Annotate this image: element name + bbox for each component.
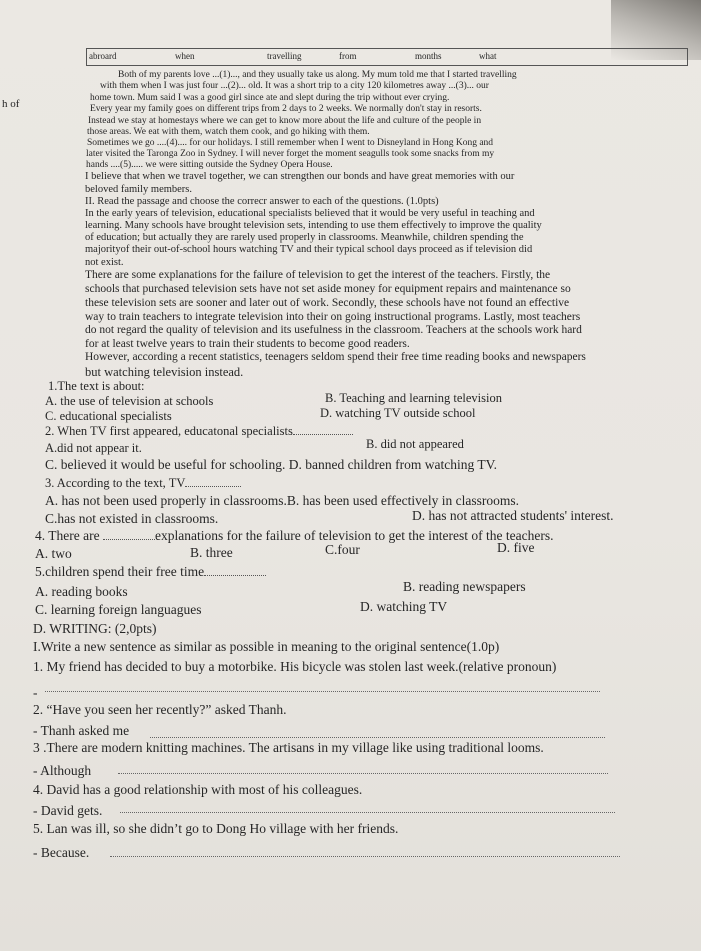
q1-option-c: C. educational specialists: [45, 409, 172, 423]
q4-option-d: D. five: [497, 540, 535, 555]
passage2-line: not exist.: [85, 257, 124, 268]
passage2-line: way to train teachers to integrate television into their on going instructional programs. Lastly, most teachers: [85, 311, 581, 323]
passage1-line: Sometimes we go ....(4).... for our holidays. I still remember when I went to Disneyland in Hong Kong and: [87, 138, 494, 148]
word-box-item: what: [479, 51, 497, 61]
w4-answer-line[interactable]: [120, 812, 615, 813]
passage2-line: for at least twelve years to train their students to become good readers.: [85, 338, 410, 350]
passage2-line: of education; but actually they are rarely used properly in classrooms. Meanwhile, children spending the: [85, 232, 524, 243]
q4-stem-pre: 4. There are: [35, 528, 100, 543]
w5-prompt: 5. Lan was ill, so she didn’t go to Dong Ho village with her friends.: [33, 821, 399, 836]
passage2-line: learning. Many schools have brought television sets, intending to use them effectively to improve the quality: [85, 220, 542, 231]
q2-stem-text: 2. When TV first appeared, educatonal specialists: [45, 424, 293, 438]
q1-option-b: B. Teaching and learning television: [325, 391, 502, 405]
q4-option-b: B. three: [190, 545, 233, 560]
w2-answer-line[interactable]: [150, 737, 605, 738]
q5-option-a: A. reading books: [35, 584, 128, 599]
passage2-line: In the early years of television, educational specialists believed that it would be very useful in teaching and: [85, 208, 535, 219]
w4-prompt: 4. David has a good relationship with most of his colleagues.: [33, 782, 363, 797]
q1-stem: 1.The text is about:: [48, 379, 145, 393]
q5-option-c: C. learning foreign languagues: [35, 602, 202, 617]
q3-blank: [185, 486, 241, 487]
passage2-line: There are some explanations for the failure of television to get the interest of the teachers. Firstly, the: [85, 269, 551, 281]
word-box: [86, 48, 688, 66]
q4-stem: [35, 529, 553, 543]
word-box-item: months: [415, 51, 442, 61]
writing-instruction: I.Write a new sentence as similar as possible in meaning to the original sentence(1.0p): [33, 639, 500, 654]
w5-lead: - Because.: [33, 845, 90, 860]
passage1-line: those areas. We eat with them, watch them cook, and go hiking with them.: [87, 127, 370, 137]
passage1-line: I believe that when we travel together, we can strengthen our bonds and have great memories with our: [85, 171, 515, 182]
q5-stem-text: 5.children spend their free time: [35, 564, 205, 579]
w5-answer-line[interactable]: [110, 856, 620, 857]
passage1-line: hands ....(5)..... we were sitting outside the Sydney Opera House.: [86, 160, 333, 170]
q2-option-a: A.did not appear it.: [45, 441, 142, 455]
q4-blank: [103, 539, 155, 540]
passage2-line: these television sets are sooner and later out of work. Secondly, these schools have not found an effective: [85, 297, 570, 309]
q1-option-a: A. the use of television at schools: [45, 394, 214, 408]
q2-stem: [45, 425, 353, 438]
passage1-line: later visited the Taronga Zoo in Sydney. I will never forget the moment seagulls took some snacks from my: [86, 149, 495, 159]
passage1-line: beloved family members.: [85, 184, 193, 195]
word-box-item: from: [339, 51, 357, 61]
writing-title: D. WRITING: (2,0pts): [33, 621, 157, 636]
q3-option-d: D. has not attracted students' interest.: [412, 508, 614, 523]
w3-lead: - Although: [33, 763, 92, 778]
w2-prompt: 2. “Have you seen her recently?” asked Thanh.: [33, 702, 287, 717]
q2-option-b: B. did not appeared: [366, 437, 464, 451]
section2-title: II. Read the passage and choose the correcr answer to each of the questions. (1.0pts): [85, 196, 439, 207]
w1-answer-line[interactable]: [45, 691, 600, 692]
q5-option-b: B. reading newspapers: [403, 579, 526, 594]
q3-option-c: C.has not existed in classrooms.: [45, 511, 219, 526]
q1-option-d: D. watching TV outside school: [320, 406, 476, 420]
passage1-line: Every year my family goes on different trips from 2 days to 2 weeks. We normally don't stay in resorts.: [90, 104, 482, 114]
word-box-item: abroard: [89, 51, 117, 61]
w3-answer-line[interactable]: [118, 773, 608, 774]
q3-options-ab: A. has not been used properly in classrooms.B. has been used effectively in classrooms.: [45, 493, 520, 508]
passage1-line: Instead we stay at homestays where we can get to know more about the life and culture of the people in: [88, 116, 482, 126]
q3-stem: [45, 477, 241, 490]
q5-blank: [204, 575, 266, 576]
w2-lead: - Thanh asked me: [33, 723, 130, 738]
passage2-line: schools that purchased television sets have not set aside money for equipment repairs and maintenance so: [85, 283, 571, 295]
passage2-line: do not regard the quality of television and its usefulness in the classroom. Teachers at the schools work hard: [85, 324, 582, 336]
cut-off-margin-text: h of: [2, 98, 20, 110]
q2-blank: [293, 434, 353, 435]
q3-stem-text: 3. According to the text, TV: [45, 476, 186, 490]
word-box-item: when: [175, 51, 195, 61]
passage1-line: Both of my parents love ...(1)..., and they usually take us along. My mum told me that I started travelling: [118, 70, 517, 80]
passage1-line: with them when I was just four ...(2)... old. It was a short trip to a city 120 kilometres away ...(3)... our: [100, 81, 489, 91]
q5-option-d: D. watching TV: [360, 599, 448, 614]
w4-lead: - David gets.: [33, 803, 103, 818]
q2-options-cd: C. believed it would be useful for schooling. D. banned children from watching TV.: [45, 457, 498, 472]
passage2-line: However, according a recent statistics, teenagers seldom spend their free time reading books and newspapers: [85, 351, 586, 363]
passage1-line: home town. Mum said I was a good girl since ate and slept during the trip without ever crying.: [90, 93, 450, 103]
passage2-line: majorityof their out-of-school hours watching TV and their typical school days proceed as if television did: [85, 244, 533, 255]
w1-prompt: 1. My friend has decided to buy a motorbike. His bicycle was stolen last week.(relative pronoun): [33, 659, 557, 674]
q4-option-c: C.four: [325, 542, 360, 557]
word-box-item: travelling: [267, 51, 302, 61]
w1-lead: -: [33, 685, 38, 700]
q4-stem-post: explanations for the failure of television to get the interest of the teachers.: [154, 528, 554, 543]
q4-option-a: A. two: [35, 546, 72, 561]
w3-prompt: 3 .There are modern knitting machines. The artisans in my village like using traditional looms.: [33, 740, 544, 755]
q5-stem: [35, 565, 266, 579]
passage2-line: but watching television instead.: [85, 365, 244, 379]
